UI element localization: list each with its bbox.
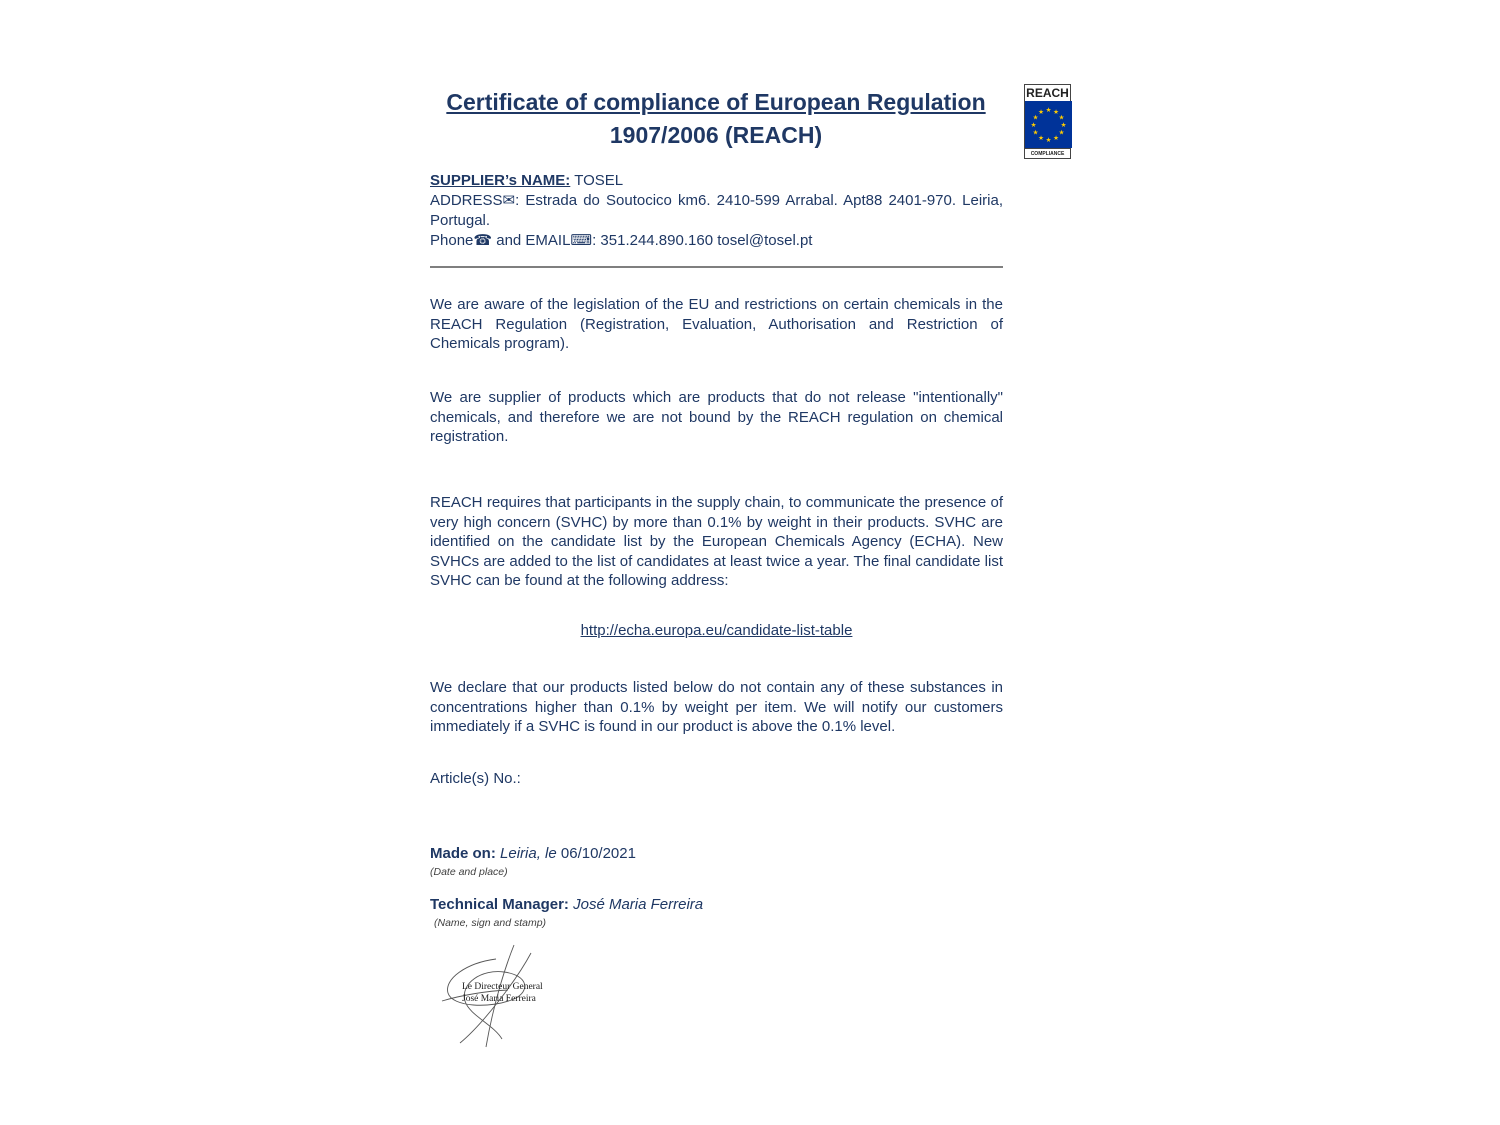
supplier-name-label: SUPPLIER’s NAME: [430, 172, 571, 189]
made-on-place: Leiria, le [495, 845, 557, 862]
svg-text:★: ★ [1058, 128, 1065, 137]
document-title-line1: Certificate of compliance of European Regulation [446, 89, 986, 115]
date-place-caption: (Date and place) [430, 866, 508, 878]
reach-compliance-logo [1024, 84, 1071, 159]
svg-text:★: ★ [1032, 128, 1039, 137]
supplier-address-line: ADDRESS✉: Estrada do Soutocico km6. 2410-599 Arrabal. Apt88 2401-970. Leiria, Portugal. [430, 192, 1003, 229]
reach-logo-compliance-label: COMPLIANCE [1024, 148, 1071, 159]
candidate-list-link-row [430, 622, 1003, 639]
signature-area [432, 943, 567, 1053]
supplier-contact-line: Phone☎ and EMAIL⌨: 351.244.890.160 tosel@tosel.pt [430, 232, 813, 249]
svg-text:★: ★ [1045, 106, 1052, 114]
candidate-list-link[interactable]: http://echa.europa.eu/candidate-list-table [580, 622, 853, 639]
paragraph-reach-requirements: REACH requires that participants in the supply chain, to communicate the presence of very high concern (SVHC) by more than 0.1% by weight in their products. SVHC are identified on the candidate list by the European Chemicals Agency (ECHA). New SVHCs are added to the list of candidates at least twice a year. The final candidate list SVHC can be found at the following address: [430, 494, 1003, 589]
svg-text:★: ★ [1058, 113, 1065, 122]
svg-text:★: ★ [1053, 108, 1059, 116]
articles-number-label: Article(s) No.: [430, 770, 521, 787]
svg-text:★: ★ [1038, 134, 1044, 142]
svg-text:★: ★ [1030, 121, 1037, 129]
technical-manager-label: Technical Manager: [430, 896, 569, 913]
section-divider [430, 266, 1003, 268]
svg-text:★: ★ [1045, 136, 1052, 144]
paragraph-legislation-awareness: We are aware of the legislation of the EU and restrictions on certain chemicals in the REACH Regulation (Registration, Evaluation, Authorisation and Restriction of Chemicals program). [430, 296, 1003, 352]
supplier-info-block [430, 171, 1003, 251]
paragraph-supplier-statement: We are supplier of products which are products that do not release "intentionally" chemicals, and therefore we are not bound by the REACH regulation on chemical registration. [430, 389, 1003, 445]
document-title [380, 86, 1052, 152]
technical-manager-name: José Maria Ferreira [568, 896, 704, 913]
svg-text:★: ★ [1038, 108, 1044, 116]
name-sign-stamp-caption: (Name, sign and stamp) [434, 917, 547, 929]
made-on-date: 06/10/2021 [556, 845, 636, 862]
document-title-line2: 1907/2006 (REACH) [609, 122, 823, 148]
supplier-name-value: TOSEL [570, 172, 624, 189]
made-on-line [430, 845, 636, 862]
svg-text:★: ★ [1060, 121, 1067, 129]
reach-logo-label: REACH [1024, 84, 1071, 101]
made-on-label: Made on: [430, 845, 496, 862]
signature-stamp-text [462, 981, 567, 1005]
signature-line1: Le Directeur General [462, 982, 543, 992]
signature-line2: José Maria Ferreira [462, 994, 536, 1004]
eu-flag-icon [1024, 101, 1071, 148]
technical-manager-line [430, 896, 703, 913]
svg-text:★: ★ [1032, 113, 1039, 122]
svg-text:★: ★ [1053, 134, 1059, 142]
paragraph-declaration: We declare that our products listed below do not contain any of these substances in concentrations higher than 0.1% by weight per item. We will notify our customers immediately if a SVHC is found in our product is above the 0.1% level. [430, 679, 1003, 735]
